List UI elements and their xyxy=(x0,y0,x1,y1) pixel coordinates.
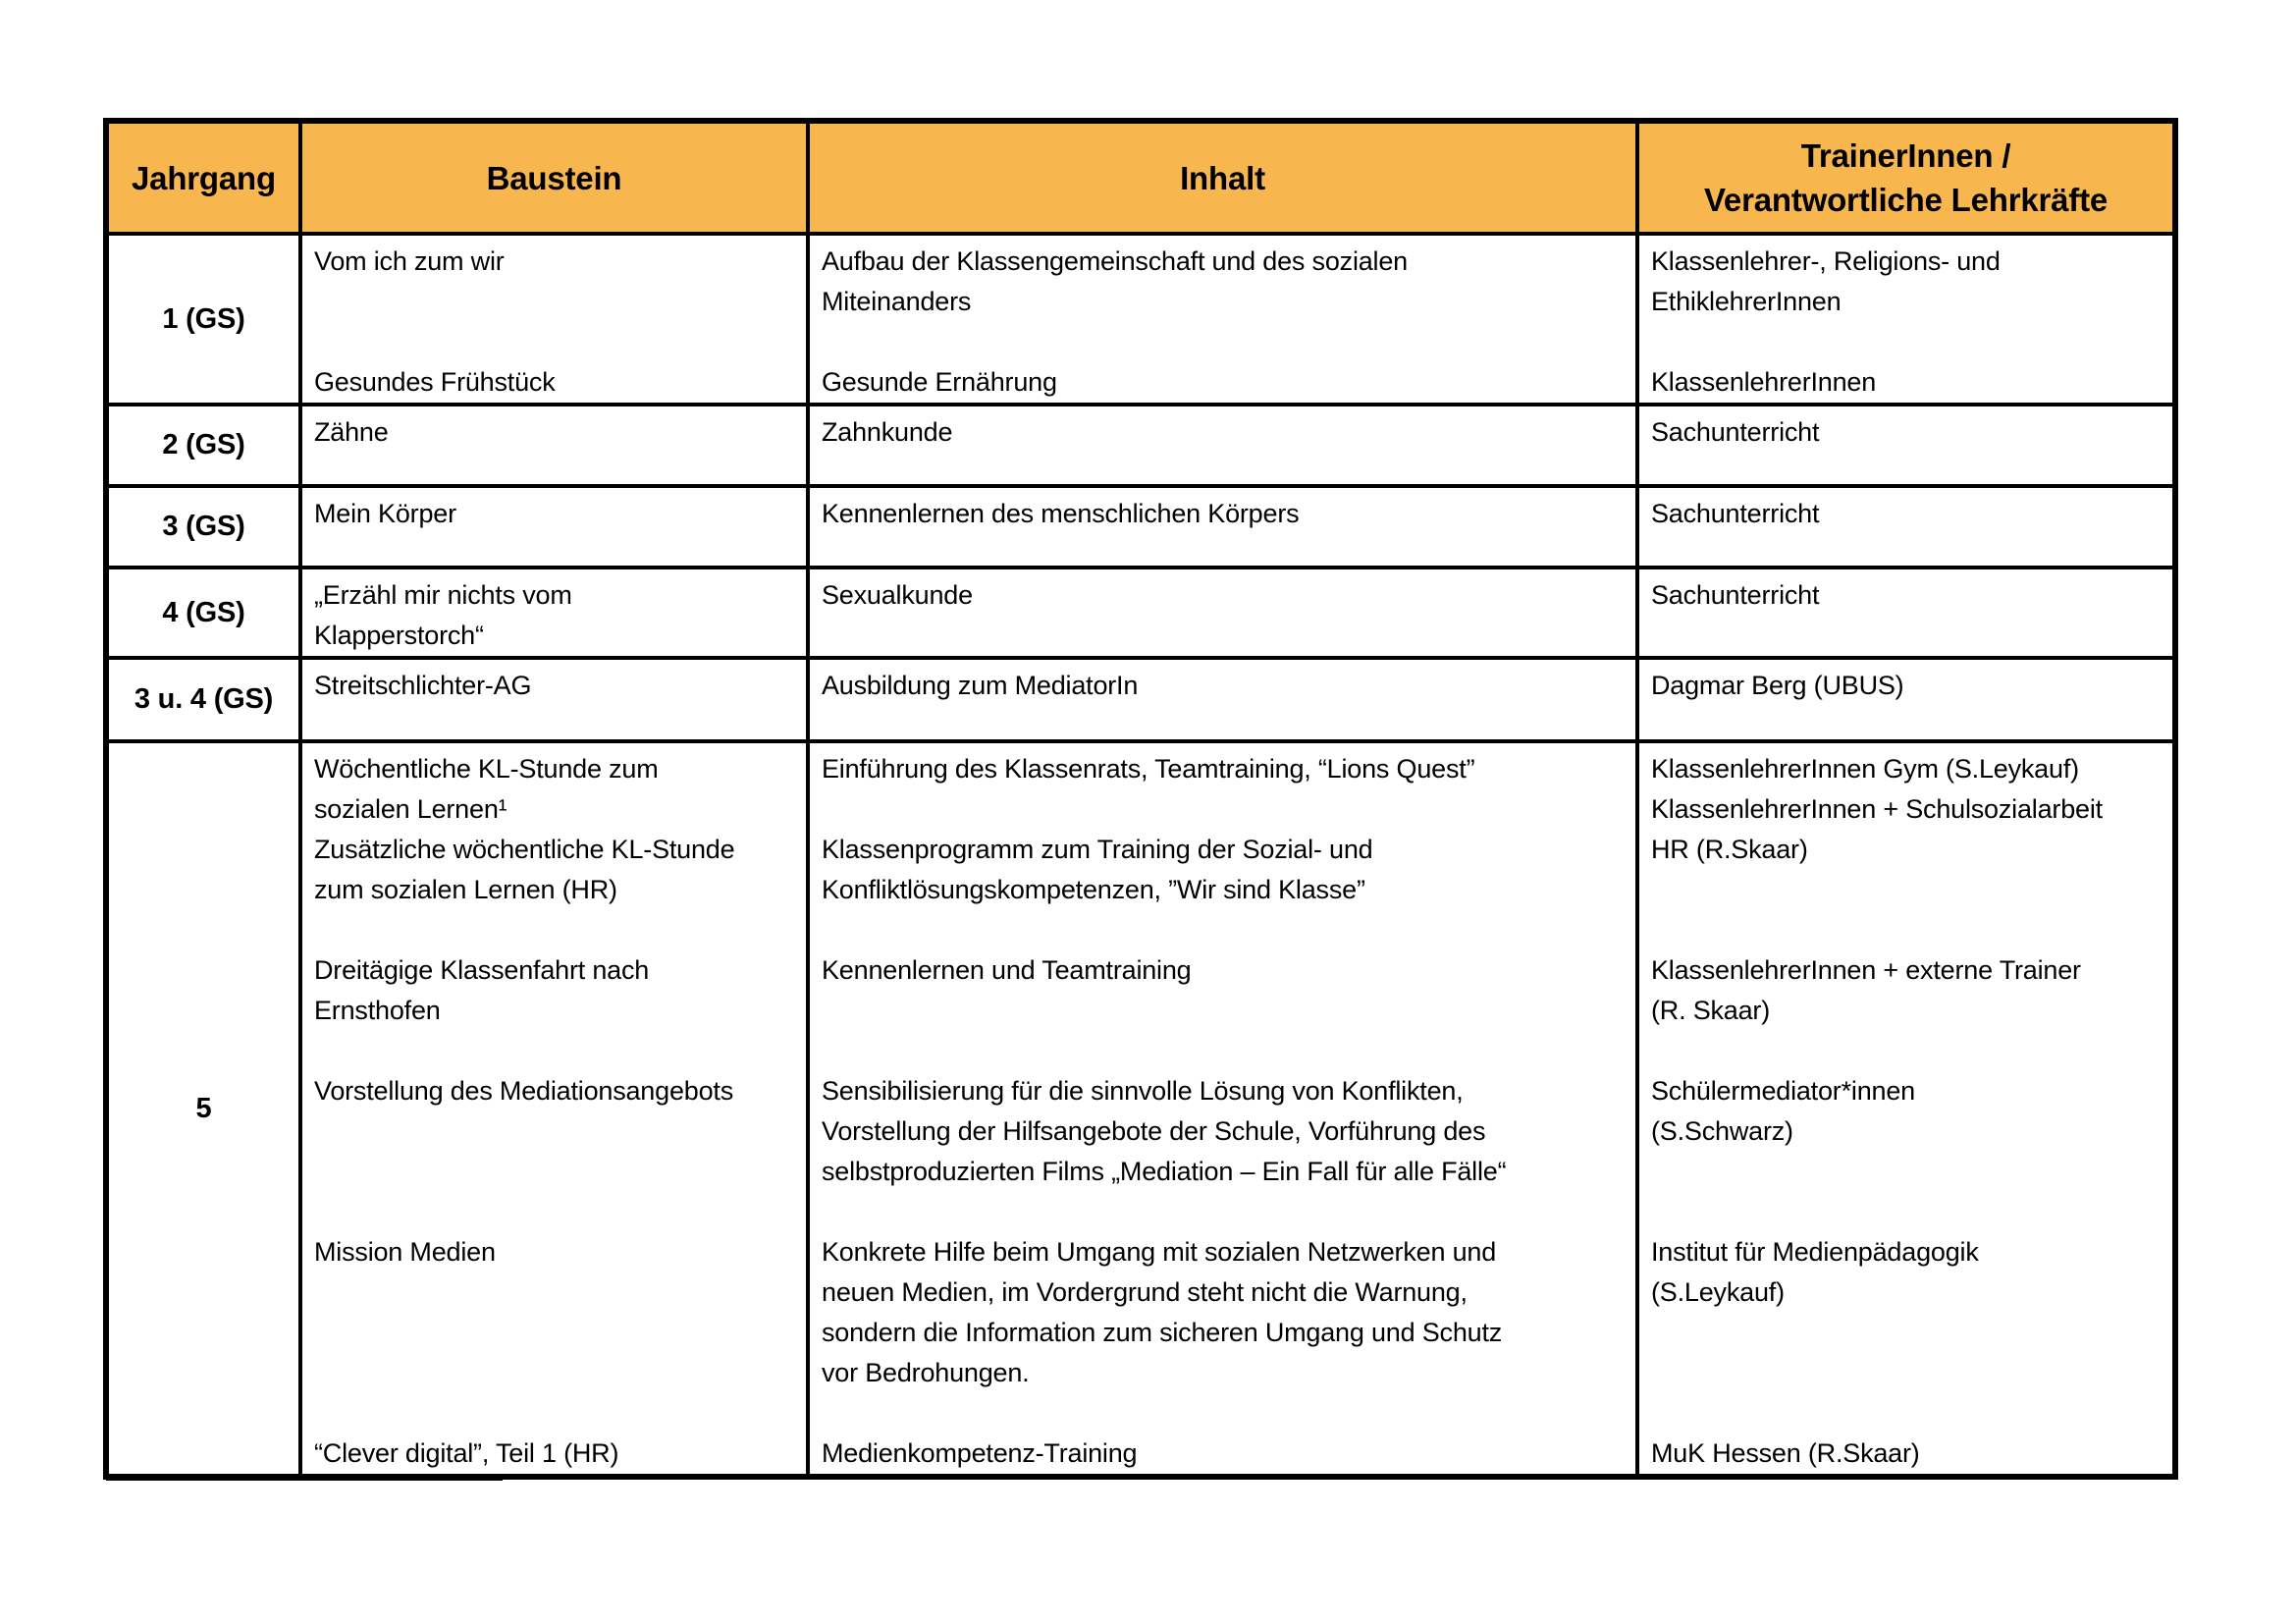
cell-line: Vom ich zum wir xyxy=(314,246,505,276)
cell-line: Institut für Medienpädagogik xyxy=(1651,1237,1979,1267)
cell-line xyxy=(822,1192,1628,1232)
cell-line xyxy=(314,1111,798,1152)
table-body xyxy=(106,234,2175,1477)
cell-line: Sachunterricht xyxy=(1651,499,1820,528)
table-row xyxy=(106,234,2175,405)
jahrgang-cell: 3 u. 4 (GS) xyxy=(106,658,300,741)
column-header-label: Inhalt xyxy=(1180,159,1265,196)
cell-line xyxy=(1651,1313,2164,1353)
cell-line: Mission Medien xyxy=(314,1237,496,1267)
cell-line: KlassenlehrerInnen Gym (S.Leykauf) xyxy=(1651,754,2079,784)
column-header-trainer xyxy=(1637,121,2175,234)
cell-line xyxy=(822,1031,1628,1071)
baustein-cell xyxy=(300,741,808,1477)
cell-line xyxy=(314,322,798,362)
cell-line: EthiklehrerInnen xyxy=(1651,287,1842,316)
cell-line: Sensibilisierung für die sinnvolle Lösung von Konflikten, xyxy=(822,1076,1464,1106)
cell-line: neuen Medien, im Vordergrund steht nicht die Warnung, xyxy=(822,1277,1468,1307)
cell-line xyxy=(314,282,798,322)
column-header-label: TrainerInnen / xyxy=(1800,137,2011,174)
cell-line: “Clever digital”, Teil 1 (HR) xyxy=(314,1438,619,1468)
cell-line: Ernsthofen xyxy=(314,996,441,1025)
table-header xyxy=(106,121,2175,234)
inhalt-cell xyxy=(808,486,1637,568)
cell-line xyxy=(314,1272,798,1313)
cell-line: KlassenlehrerInnen xyxy=(1651,367,1877,397)
cell-line: (R. Skaar) xyxy=(1651,996,1771,1025)
cell-line: Vorstellung der Hilfsangebote der Schule, Vorführung des xyxy=(822,1116,1486,1146)
trainer-cell xyxy=(1637,658,2175,741)
cell-line: Medienkompetenz-Training xyxy=(822,1438,1138,1468)
column-header-label: Jahrgang xyxy=(132,159,276,196)
cell-line: (S.Schwarz) xyxy=(1651,1116,1793,1146)
inhalt-cell xyxy=(808,568,1637,658)
cell-line: Klapperstorch“ xyxy=(314,621,484,650)
cell-line: (S.Leykauf) xyxy=(1651,1277,1785,1307)
jahrgang-cell: 2 (GS) xyxy=(106,405,300,486)
cell-line: Klassenlehrer-, Religions- und xyxy=(1651,246,2001,276)
cell-line: Zusätzliche wöchentliche KL-Stunde xyxy=(314,835,735,864)
column-header-inhalt xyxy=(808,121,1637,234)
table-row xyxy=(106,658,2175,741)
inhalt-cell xyxy=(808,234,1637,405)
cell-line xyxy=(1651,1393,2164,1434)
cell-line xyxy=(1651,1152,2164,1192)
trainer-cell xyxy=(1637,234,2175,405)
cell-line xyxy=(314,1313,798,1353)
cell-line: Vorstellung des Mediationsangebots xyxy=(314,1076,733,1106)
cell-line xyxy=(1651,910,2164,950)
cell-line: Dagmar Berg (UBUS) xyxy=(1651,671,1904,700)
inhalt-cell xyxy=(808,405,1637,486)
cell-line xyxy=(314,1152,798,1192)
cell-line xyxy=(1651,870,2164,910)
cell-line: Gesundes Frühstück xyxy=(314,367,556,397)
cell-line: HR (R.Skaar) xyxy=(1651,835,1808,864)
inhalt-cell xyxy=(808,658,1637,741)
jahrgang-cell: 3 (GS) xyxy=(106,486,300,568)
cell-line: KlassenlehrerInnen + Schulsozialarbeit xyxy=(1651,794,2103,824)
baustein-cell xyxy=(300,568,808,658)
jahrgang-cell: 4 (GS) xyxy=(106,568,300,658)
cell-line xyxy=(1651,1353,2164,1393)
cell-line: Zähne xyxy=(314,417,389,447)
cell-line: Kennenlernen und Teamtraining xyxy=(822,955,1192,985)
cell-line: vor Bedrohungen. xyxy=(822,1358,1030,1387)
baustein-cell xyxy=(300,486,808,568)
trainer-cell xyxy=(1637,405,2175,486)
cell-line: sondern die Information zum sicheren Umgang und Schutz xyxy=(822,1318,1503,1347)
curriculum-table xyxy=(103,118,2178,1480)
cell-line: Sachunterricht xyxy=(1651,580,1820,610)
cell-line: Konfliktlösungskompetenzen, ”Wir sind Klasse” xyxy=(822,875,1365,904)
trainer-cell xyxy=(1637,486,2175,568)
cell-line: Wöchentliche KL-Stunde zum xyxy=(314,754,659,784)
column-header-baustein xyxy=(300,121,808,234)
cell-line: Aufbau der Klassengemeinschaft und des sozialen xyxy=(822,246,1408,276)
jahrgang-cell: 1 (GS) xyxy=(106,234,300,405)
column-header-label: Verantwortliche Lehrkräfte xyxy=(1703,182,2109,218)
curriculum-table-wrap xyxy=(103,118,2178,1480)
trainer-cell xyxy=(1637,741,2175,1477)
cell-line xyxy=(314,1031,798,1071)
cell-line: Konkrete Hilfe beim Umgang mit sozialen Netzwerken und xyxy=(822,1237,1497,1267)
cell-line xyxy=(1651,1192,2164,1232)
table-row xyxy=(106,405,2175,486)
baustein-cell xyxy=(300,405,808,486)
baustein-cell xyxy=(300,234,808,405)
cell-line: Kennenlernen des menschlichen Körpers xyxy=(822,499,1300,528)
cell-line xyxy=(822,1393,1628,1434)
cell-line: Dreitägige Klassenfahrt nach xyxy=(314,955,650,985)
cell-line: Sexualkunde xyxy=(822,580,973,610)
cell-line: Miteinanders xyxy=(822,287,972,316)
cell-line xyxy=(314,1393,798,1434)
cell-line: Einführung des Klassenrats, Teamtraining, “Lions Quest” xyxy=(822,754,1475,784)
cell-line xyxy=(822,910,1628,950)
cell-line xyxy=(1651,322,2164,362)
cell-line: Klassenprogramm zum Training der Sozial- und xyxy=(822,835,1373,864)
cell-line xyxy=(314,1192,798,1232)
cell-line xyxy=(1651,1031,2164,1071)
inhalt-cell xyxy=(808,741,1637,1477)
footnote-separator-rule xyxy=(106,1476,503,1481)
cell-line: zum sozialen Lernen (HR) xyxy=(314,875,617,904)
table-row xyxy=(106,486,2175,568)
cell-line: sozialen Lernen¹ xyxy=(314,794,507,824)
table-row xyxy=(106,568,2175,658)
cell-line xyxy=(822,991,1628,1031)
cell-line xyxy=(822,789,1628,830)
cell-line: Gesunde Ernährung xyxy=(822,367,1057,397)
trainer-cell xyxy=(1637,568,2175,658)
cell-line: MuK Hessen (R.Skaar) xyxy=(1651,1438,1920,1468)
cell-line: Mein Körper xyxy=(314,499,456,528)
cell-line: KlassenlehrerInnen + externe Trainer xyxy=(1651,955,2081,985)
cell-line xyxy=(822,322,1628,362)
cell-line: „Erzähl mir nichts vom xyxy=(314,580,572,610)
cell-line: Streitschlichter-AG xyxy=(314,671,532,700)
table-row xyxy=(106,741,2175,1477)
cell-line: Schülermediator*innen xyxy=(1651,1076,1915,1106)
cell-line xyxy=(314,1353,798,1393)
cell-line: Sachunterricht xyxy=(1651,417,1820,447)
cell-line: Ausbildung zum MediatorIn xyxy=(822,671,1139,700)
cell-line: selbstproduzierten Films „Mediation – Ein Fall für alle Fälle“ xyxy=(822,1157,1507,1186)
column-header-label: Baustein xyxy=(486,159,622,196)
cell-line: Zahnkunde xyxy=(822,417,953,447)
baustein-cell xyxy=(300,658,808,741)
header-row xyxy=(106,121,2175,234)
jahrgang-cell: 5 xyxy=(106,741,300,1477)
column-header-jahrgang xyxy=(106,121,300,234)
cell-line xyxy=(314,910,798,950)
